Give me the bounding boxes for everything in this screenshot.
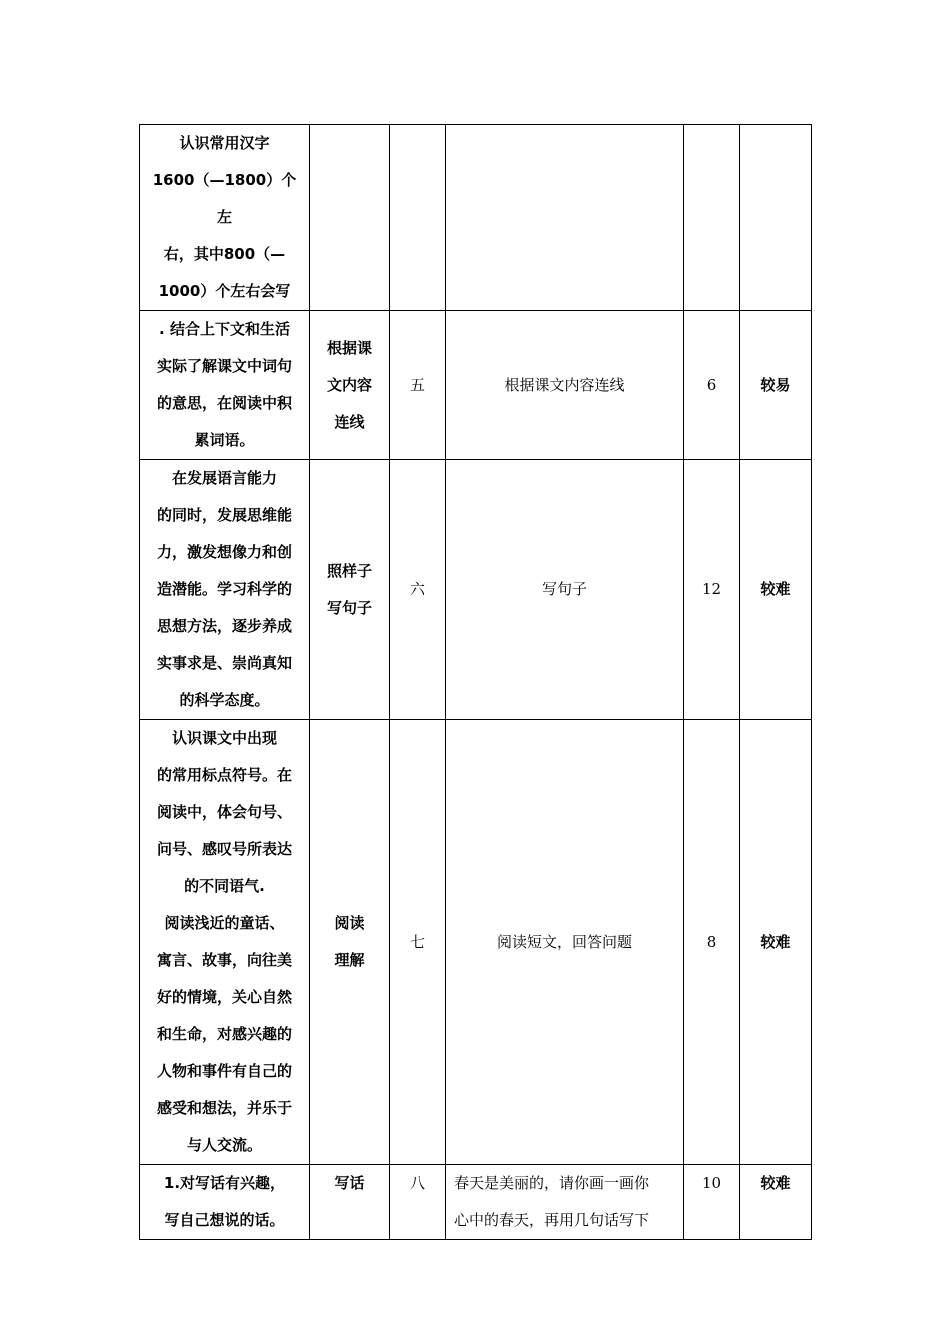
type-cell: 照样子 写句子 [310, 460, 390, 720]
table-row [140, 311, 812, 460]
number-cell: 七 [390, 720, 446, 1165]
score-cell: 8 [684, 720, 740, 1165]
goal-paragraph: 认识课文中出现 的常用标点符号。在 阅读中，体会句号、 问号、感叹号所表达 的不同语气. [156, 729, 292, 895]
difficulty-cell: 较难 [740, 1165, 812, 1240]
difficulty-cell: 较易 [740, 311, 812, 460]
goal-cell: 认识常用汉字 1600（—1800）个左 右，其中800（— 1000）个左右会写 [140, 125, 310, 311]
goal-cell: 1.对写话有兴趣， 写自己想说的话。 [140, 1165, 310, 1240]
table-row [140, 125, 812, 311]
score-cell [684, 125, 740, 311]
difficulty-cell [740, 125, 812, 311]
number-cell: 六 [390, 460, 446, 720]
type-cell: 阅读 理解 [310, 720, 390, 1165]
goal-cell: 在发展语言能力 的同时，发展思维能 力，激发想像力和创 造潜能。学习科学的 思想方法，逐步养成 实事求是、崇尚真知 的科学态度。 [140, 460, 310, 720]
content-cell [446, 125, 684, 311]
content-cell: 春天是美丽的，请你画一画你 心中的春天，再用几句话写下 [446, 1165, 684, 1240]
score-cell: 6 [684, 311, 740, 460]
type-cell [310, 125, 390, 311]
goal-cell [140, 720, 310, 1165]
score-cell: 10 [684, 1165, 740, 1240]
type-cell: 写话 [310, 1165, 390, 1240]
content-cell: 写句子 [446, 460, 684, 720]
content-cell: 根据课文内容连线 [446, 311, 684, 460]
difficulty-cell: 较难 [740, 460, 812, 720]
goal-cell: . 结合上下文和生活 实际了解课文中词句 的意思，在阅读中积 累词语。 [140, 311, 310, 460]
score-cell: 12 [684, 460, 740, 720]
table-row [140, 460, 812, 720]
number-cell [390, 125, 446, 311]
table-row [140, 1165, 812, 1240]
goal-paragraph: 阅读浅近的童话、 寓言、故事，向往美 好的情境，关心自然 和生命，对感兴趣的 人物和事件有自己的 感受和想法，并乐于 与人交流。 [156, 914, 292, 1154]
exam-analysis-table [139, 124, 812, 1240]
difficulty-cell: 较难 [740, 720, 812, 1165]
number-cell: 八 [390, 1165, 446, 1240]
content-cell: 阅读短文，回答问题 [446, 720, 684, 1165]
number-cell: 五 [390, 311, 446, 460]
type-cell: 根据课 文内容 连线 [310, 311, 390, 460]
table-row [140, 720, 812, 1165]
